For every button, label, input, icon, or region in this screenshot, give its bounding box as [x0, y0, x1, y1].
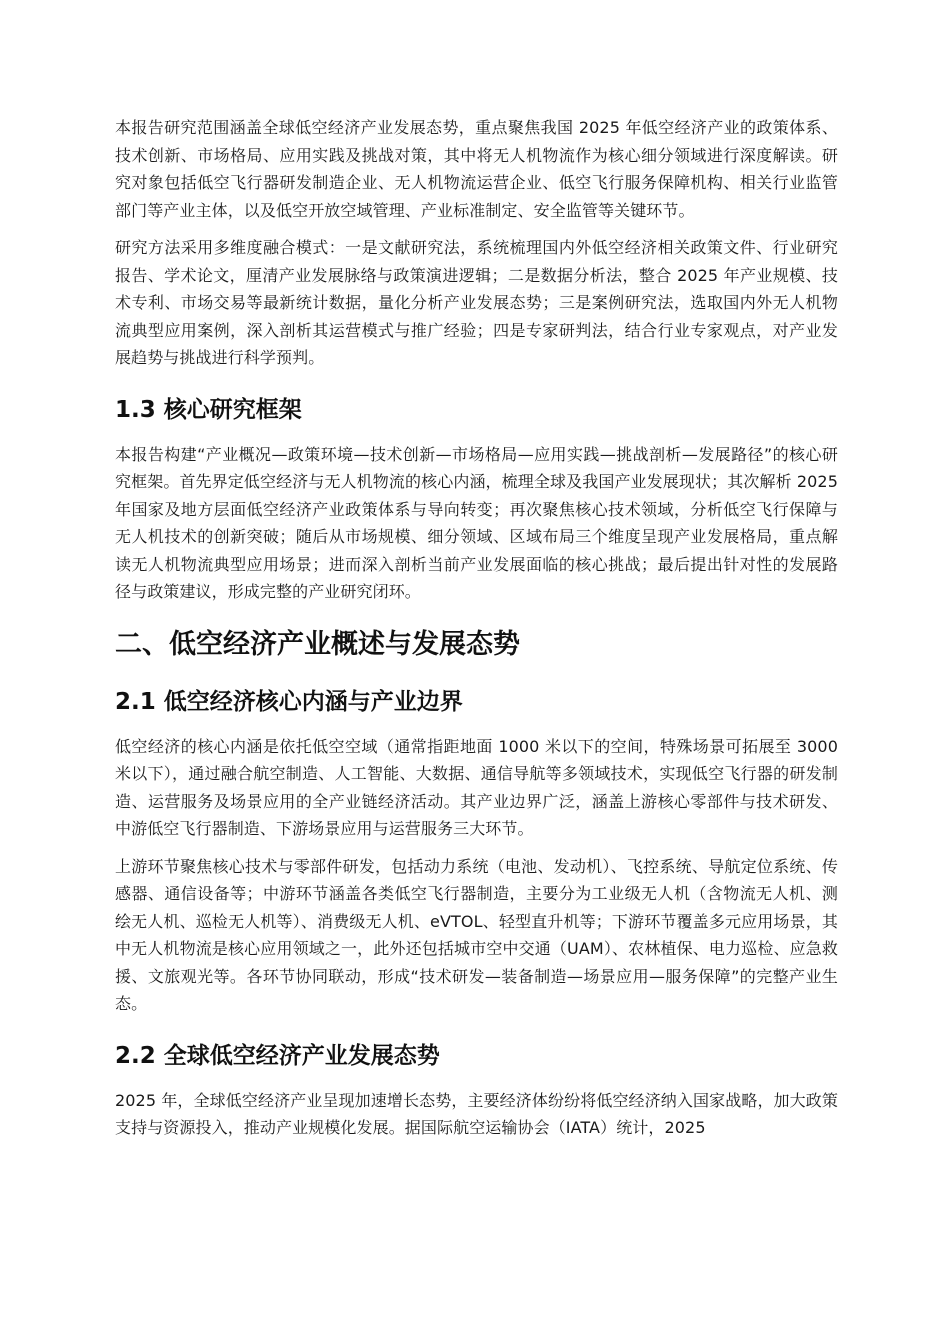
paragraph-research-scope: 本报告研究范围涵盖全球低空经济产业发展态势，重点聚焦我国 2025 年低空经济产业的政策体系、技术创新、市场格局、应用实践及挑战对策，其中将无人机物流作为核心细分领域进行深度解读。研究对象包括低空飞行器研发制造企业、无人机物流运营企业、低空飞行服务保障机构、相关行业监管部门等产业主体，以及低空开放空域管理、产业标准制定、安全监管等关键环节。 [115, 118, 838, 220]
paragraph-research-framework: 本报告构建“产业概况—政策环境—技术创新—市场格局—应用实践—挑战剖析—发展路径”的核心研究框架。首先界定低空经济与无人机物流的核心内涵，梳理全球及我国产业发展现状；其次解析 2025 年国家及地方层面低空经济产业政策体系与导向转变；再次聚焦核心技术领域，分析低空飞行保障与无人机技术的创新突破；随后从市场规模、细分领域、区域布局三个维度呈现产业发展格局，重点解读无人机物流典型应用场景；进而深入剖析当前产业发展面临的核心挑战；最后提出针对性的发展路径与政策建议，形成完整的产业研究闭环。 [115, 444, 838, 601]
section-2-2-heading: 2.2 全球低空经济产业发展态势 [115, 1042, 440, 1069]
section-1-3-heading: 1.3 核心研究框架 [115, 396, 302, 423]
paragraph-industry-chain: 上游环节聚焦核心技术与零部件研发，包括动力系统（电池、发动机）、飞控系统、导航定位系统、传感器、通信设备等；中游环节涵盖各类低空飞行器制造，主要分为工业级无人机（含物流无人机、测绘无人机、巡检无人机等）、消费级无人机、eVTOL、轻型直升机等；下游环节覆盖多元应用场景，其中无人机物流是核心应用领域之一，此外还包括城市空中交通（UAM）、农林植保、电力巡检、应急救援、文旅观光等。各环节协同联动，形成“技术研发—装备制造—场景应用—服务保障”的完整产业生态。 [115, 856, 838, 1013]
paragraph-core-connotation: 低空经济的核心内涵是依托低空空域（通常指距地面 1000 米以下的空间，特殊场景可拓展至 3000 米以下），通过融合航空制造、人工智能、大数据、通信导航等多领域技术，实现低空飞行器的研发制造、运营服务及场景应用的全产业链经济活动。其产业边界广泛，涵盖上游核心零部件与技术研发、中游低空飞行器制造、下游场景应用与运营服务三大环节。 [115, 736, 838, 838]
paragraph-research-methods: 研究方法采用多维度融合模式：一是文献研究法，系统梳理国内外低空经济相关政策文件、行业研究报告、学术论文，厘清产业发展脉络与政策演进逻辑；二是数据分析法，整合 2025 年产业规模、技术专利、市场交易等最新统计数据，量化分析产业发展态势；三是案例研究法，选取国内外无人机物流典型应用案例，深入剖析其运营模式与推广经验；四是专家研判法，结合行业专家观点，对产业发展趋势与挑战进行科学预判。 [115, 238, 838, 367]
section-2-1-heading: 2.1 低空经济核心内涵与产业边界 [115, 688, 463, 715]
chapter-2-heading: 二、低空经济产业概述与发展态势 [115, 628, 520, 660]
paragraph-global-trend: 2025 年，全球低空经济产业呈现加速增长态势，主要经济体纷纷将低空经济纳入国家战略，加大政策支持与资源投入，推动产业规模化发展。据国际航空运输协会（IATA）统计，2025 [115, 1090, 838, 1137]
